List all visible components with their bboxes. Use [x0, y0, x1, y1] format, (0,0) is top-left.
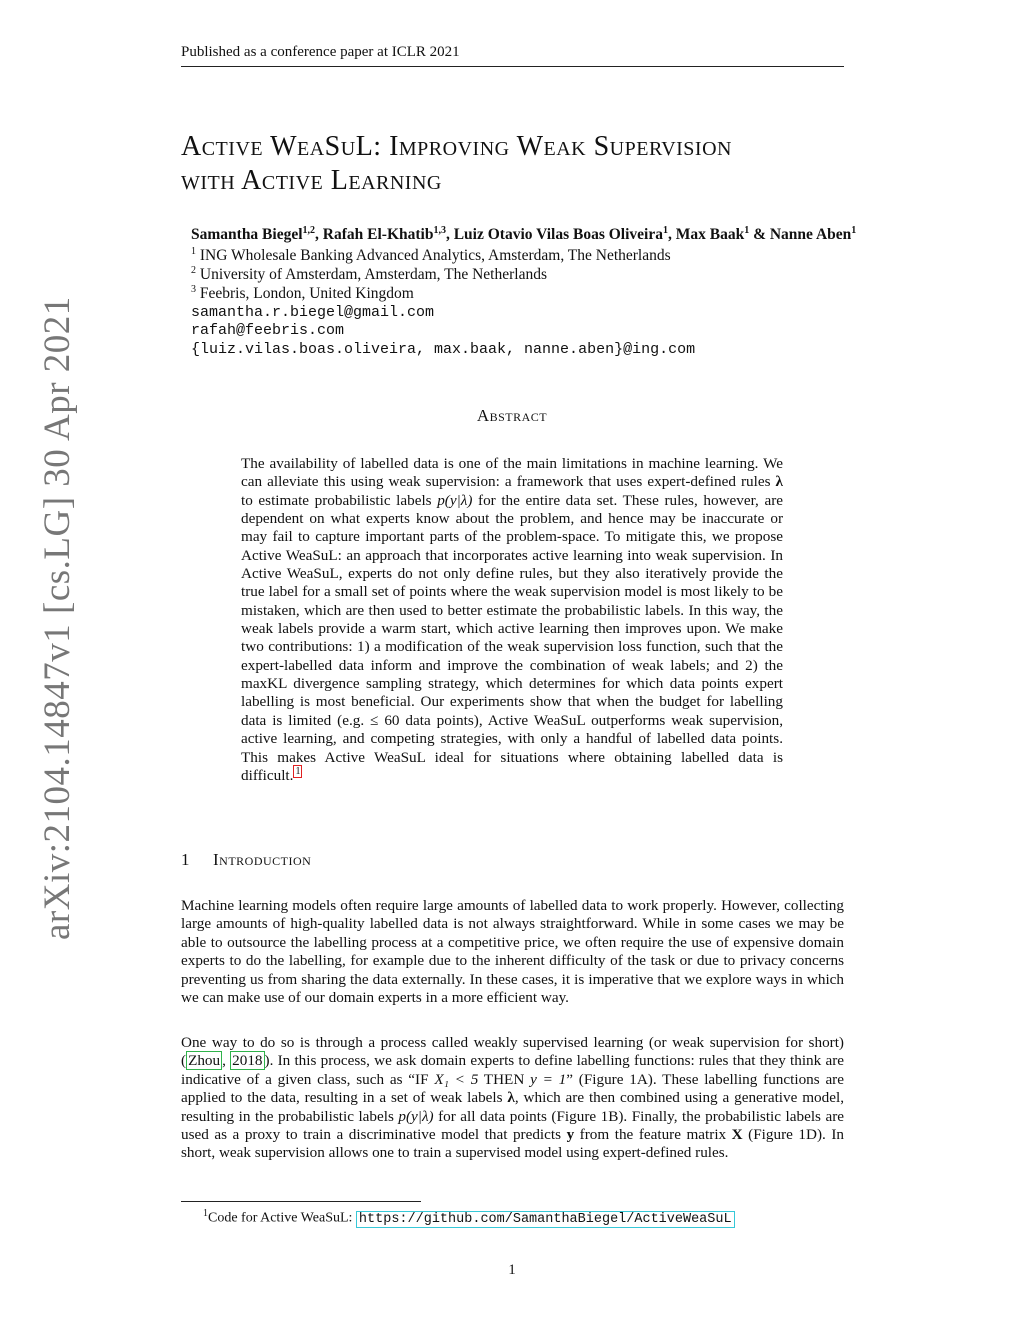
abstract-body	[241, 455, 783, 785]
title-line-1: Active WeaSuL: Improving Weak Supervision	[181, 131, 732, 162]
rule-expr: X₁ < 5	[434, 1070, 479, 1088]
author-name: Samantha Biegel	[191, 226, 303, 244]
citation-link[interactable]: 2018	[232, 1052, 263, 1070]
para-text: from the feature matrix	[574, 1126, 732, 1144]
section-title: Introduction	[213, 850, 312, 869]
title-line-2: with Active Learning	[181, 165, 442, 196]
email: samantha.r.biegel@gmail.com	[191, 304, 435, 321]
affiliation	[191, 246, 671, 265]
author-list	[191, 225, 856, 244]
author-affil-mark: 1,3	[433, 225, 446, 236]
para-text: (Figure 1D). In short, weak supervision allows one to train a supervised model using expert-defined rules.	[181, 1126, 845, 1162]
para-text: for all data points (Figure 1B). Finally, the probabilistic labels are used as a proxy to train a discriminative model that predicts	[181, 1107, 844, 1144]
arxiv-stamp: arXiv:2104.14847v1 [cs.LG] 30 Apr 2021	[37, 296, 78, 940]
affil-text: Feebris, London, United Kingdom	[196, 285, 414, 303]
footnote	[203, 1208, 735, 1227]
abstract-text-2: to estimate probabilistic labels	[241, 491, 438, 509]
para-text: ). In this process, we ask domain experts to define labelling functions: rules that they think are indicative of a given class, such as “IF	[181, 1052, 844, 1088]
rule-expr: y = 1	[530, 1070, 567, 1088]
affil-mark: 2	[191, 265, 196, 276]
para-text: ” (Figure 1A). These labelling functions are applied to the data, resulting in a set of weak labels	[181, 1070, 844, 1107]
abstract-text-4: data points), Active WeaSuL outperforms weak supervision, active learning, and competing strategies, with only a handful of labelled data points. This makes Active WeaSuL ideal for situations where obtaining labelled data is difficult.	[241, 711, 783, 784]
page-number: 1	[508, 1262, 516, 1278]
abstract-text-1: The availability of labelled data is one of the main limitations in machine learning. We can alleviate this using weak supervision: a framework that uses expert-defined rules	[241, 455, 783, 491]
para-text: ,	[222, 1052, 231, 1070]
affil-mark: 1	[191, 246, 196, 257]
paper-title	[181, 130, 881, 198]
para-text: One way to do so is through a process called weakly supervised learning (or weak supervision for short) (	[181, 1034, 844, 1070]
email: rafah@feebris.com	[191, 322, 345, 339]
email: {luiz.vilas.boas.oliveira, max.baak, nanne.aben}@ing.com	[191, 341, 696, 358]
author-name: & Nanne Aben	[749, 226, 852, 244]
section-number: 1	[181, 850, 190, 869]
paragraph	[181, 1034, 844, 1163]
affiliation	[191, 265, 547, 284]
author-affil-mark: 1	[851, 225, 857, 236]
x-matrix: X	[731, 1126, 743, 1144]
affil-mark: 3	[191, 284, 196, 295]
footnote-mark: 1	[203, 1208, 208, 1219]
author-affil-mark: 1,2	[302, 225, 316, 236]
abstract-heading: Abstract	[476, 406, 548, 425]
citation-link[interactable]: Zhou	[188, 1052, 221, 1070]
affil-text: University of Amsterdam, Amsterdam, The Netherlands	[196, 266, 547, 284]
budget-expr: ≤ 60	[370, 711, 400, 729]
para-text: THEN	[478, 1070, 531, 1088]
prob-label-expr: p(y|λ)	[398, 1107, 434, 1125]
code-url-link[interactable]: https://github.com/SamanthaBiegel/ActiveWeaSuL	[356, 1211, 735, 1228]
section-heading	[181, 850, 311, 870]
paragraph: Machine learning models often require large amounts of labelled data to work properly. However, collecting large amounts of high-quality labelled data is not always straightforward. While in some cases we may be able to outsource the labelling process at a competitive price, we often require the use of expensive domain experts to do the labelling, for example due to the inherent difficulty of the task or due to privacy concerns preventing us from sharing the data externally. In these cases, it is imperative that we explore ways in which we can make use of our domain experts in a more efficient way.	[181, 897, 844, 1007]
author-name: , Rafah El-Khatib	[315, 226, 434, 244]
affil-text: ING Wholesale Banking Advanced Analytics, Amsterdam, The Netherlands	[196, 247, 671, 265]
header-rule	[181, 66, 844, 67]
lambda-symbol: λ	[507, 1089, 515, 1107]
y-vector: y	[566, 1126, 575, 1144]
author-name: , Max Baak	[667, 226, 745, 244]
lambda-symbol: λ	[775, 473, 783, 491]
author-affil-mark: 1	[662, 225, 668, 236]
para-text: , which are then combined using a generative model, resulting in the probabilistic labels	[181, 1089, 844, 1125]
footnote-link[interactable]: 1	[295, 765, 301, 777]
running-header: Published as a conference paper at ICLR 2021	[181, 44, 460, 60]
prob-label-expr: p(y|λ)	[437, 491, 473, 509]
footnote-rule	[181, 1201, 421, 1202]
affiliation	[191, 284, 414, 303]
author-affil-mark: 1	[744, 225, 750, 236]
footnote-text: Code for Active WeaSuL:	[208, 1210, 356, 1226]
author-name: , Luiz Otavio Vilas Boas Oliveira	[445, 226, 663, 244]
abstract-text-3: for the entire data set. These rules, however, are dependent on what experts know about the problem, and hence may be inaccurate or may fail to capture important parts of the problem-space. To mitigate this, we propose Active WeaSuL: an approach that incorporates active learning into weak supervision. In Active WeaSuL, experts do not only define rules, but they also iteratively provide the true label for a small set of points where the weak supervision model is most likely to be mistaken, which are then used to better estimate the probabilistic labels. In this way, the weak labels provide a warm start, which active learning then improves upon. We make two contributions: 1) a modification of the weak supervision loss function, such that the expert-labelled data inform and improve the combination of weak labels; and 2) the maxKL divergence sampling strategy, which determines for which data points expert labelling is most beneficial. Our experiments show that when the budget for labelling data is limited (e.g.	[241, 491, 783, 729]
